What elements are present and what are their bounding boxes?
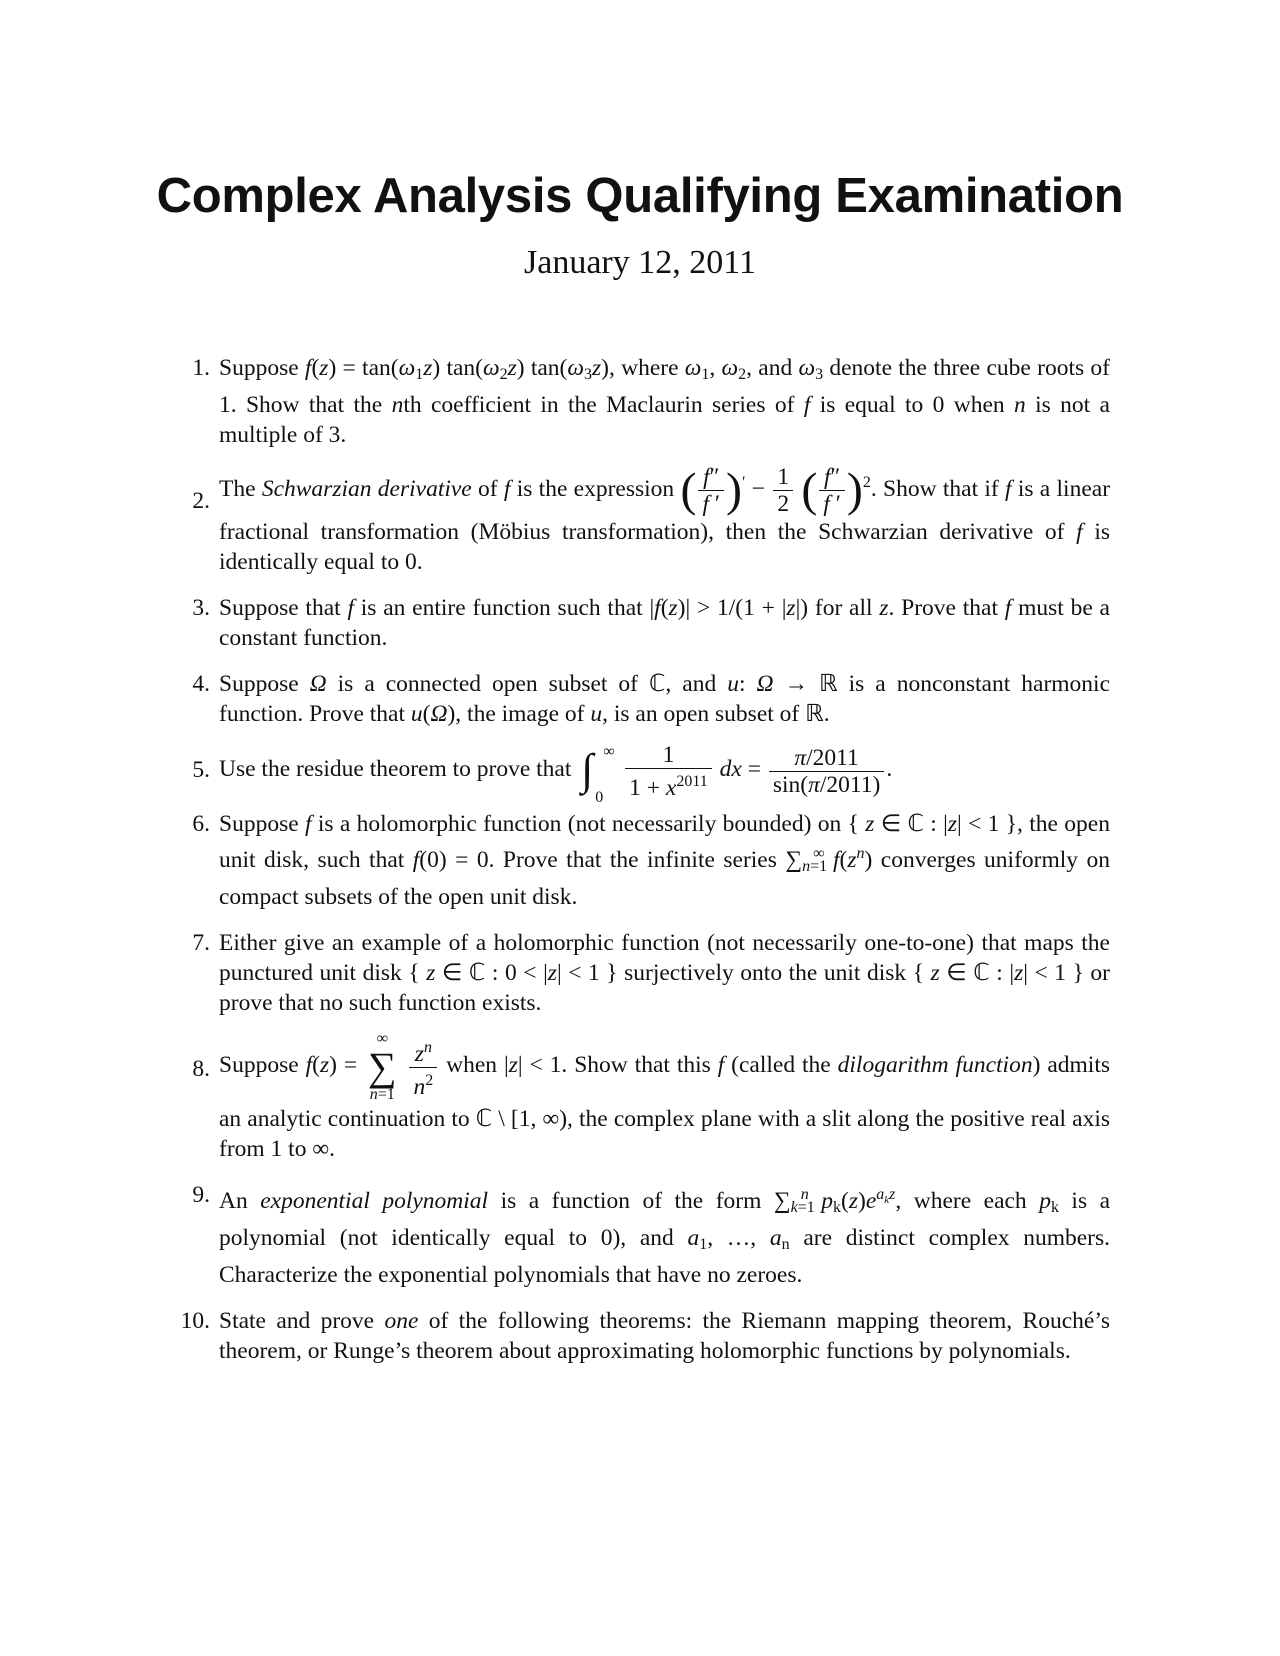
- problem-number: 4.: [192, 671, 210, 697]
- problem-body: Suppose f(z) = ∞ ∑ n=1 $\frac{z^n}{n^2}$ when |z| < 1. Show that this f (called the dilogarithm function) admits an analytic continuation to ℂ \ [1, ∞), the complex plane with a slit along the positive real axis from 1 to ∞.: [219, 1030, 1111, 1162]
- problem-6: [172, 809, 1110, 912]
- problem-7: [172, 928, 1110, 1018]
- problem-8: [172, 1030, 1110, 1164]
- problem-body: Either give an example of a holomorphic function (not necessarily one-to-one) that maps the punctured unit disk { z ∈ ℂ : 0 < |z| < 1 } surjectively onto the unit disk { z ∈ ℂ : |z| < 1 } or prove that no such function exists.: [219, 930, 1110, 1016]
- problem-2: [172, 464, 1110, 577]
- problem-number: 6.: [192, 811, 210, 837]
- problem-number: 5.: [192, 757, 210, 783]
- problem-body: An exponential polynomial is a function of the form $\sum_{k=1}^n$ $p_k(z)e^{a_kz}$, where each $p_k$ is a polynomial (not identically equal to 0), and $a_1$, …, $a_n$ are distinct complex numbers. Characterize the exponential polynomials that have no zeroes.: [219, 1186, 1111, 1288]
- problem-number: 9.: [192, 1182, 210, 1208]
- exam-title: Complex Analysis Qualifying Examination: [156, 169, 1124, 223]
- problem-number: 3.: [192, 595, 210, 621]
- problem-number: 10.: [180, 1308, 210, 1334]
- problem-5: [172, 741, 1110, 806]
- problem-3: [172, 593, 1110, 653]
- problem-body: The Schwarzian derivative of f is the expression ( $\frac{f''}{f '}$ )′ − $\frac{1}{2}$ ( $\frac{f''}{f '}$ )$^2$. Show that if f is a linear fractional transformation (Möbius transformation), then the Schwarzian derivative of f is identically equal to 0.: [219, 463, 1111, 575]
- problem-body: Suppose Ω is a connected open subset of ℂ, and u: Ω → ℝ is a nonconstant harmonic function. Prove that u(Ω), the image of u, is an open subset of ℝ.: [219, 671, 1111, 727]
- problem-number: 7.: [192, 930, 210, 956]
- problem-body: State and prove one of the following theorems: the Riemann mapping theorem, Rouché’s theorem, or Runge’s theorem about approximating holomorphic functions by polynomials.: [219, 1308, 1110, 1364]
- integral-sign: ∫ ∞ 0: [581, 743, 615, 806]
- problem-body: Suppose f is a holomorphic function (not necessarily bounded) on { z ∈ ℂ : |z| < 1 }, the open unit disk, such that f(0) = 0. Prove that the infinite series $\sum_{n=1}^\infty$ $f(z^n)$ converges uniformly on compact subsets of the open unit disk.: [219, 811, 1110, 910]
- problem-1: [172, 353, 1110, 450]
- summation-sign: ∞ ∑ n=1: [368, 1030, 397, 1103]
- problem-body: Suppose $f(z) = \tan(\omega_1z)$ $\tan(\omega_2z)$ $\tan(\omega_3z)$, where $\omega_1$, $\omega_2$, and $\omega_3$ denote the three cube roots of 1. Show that the nth coefficient in the Maclaurin series of f is equal to 0 when n is not a multiple of 3.: [219, 355, 1110, 448]
- problem-number: 2.: [192, 488, 210, 514]
- problem-body: Suppose that f is an entire function such that |f(z)| > 1/(1 + |z|) for all z. Prove that f must be a constant function.: [219, 595, 1110, 651]
- exam-date: January 12, 2011: [524, 244, 756, 281]
- problem-number: 8.: [192, 1056, 210, 1082]
- problem-number: 1.: [192, 355, 210, 381]
- problem-10: [172, 1306, 1110, 1366]
- problem-list: [172, 353, 1110, 1366]
- problem-9: [172, 1180, 1110, 1290]
- problem-body: Use the residue theorem to prove that ∫ ∞ 0 $\frac{1}{1 + x^{2011}}$ dx = $\frac{\pi/2011}{\sin(\pi/2011)}$ .: [219, 741, 893, 806]
- problem-4: [172, 669, 1110, 729]
